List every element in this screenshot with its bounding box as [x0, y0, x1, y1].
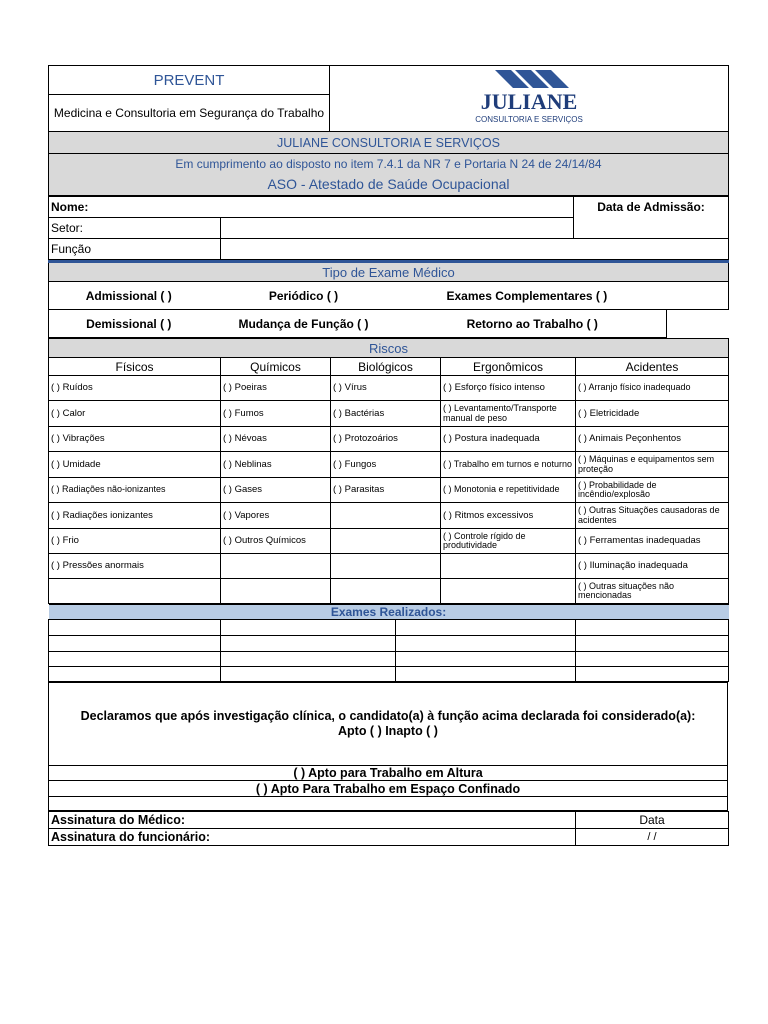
empty-cell — [667, 310, 729, 338]
risk-option-biologicos[interactable]: ( ) Parasitas — [331, 478, 441, 503]
signatures-table — [48, 811, 729, 846]
risk-option-fisicos[interactable]: ( ) Calor — [49, 401, 221, 427]
exam-cell[interactable] — [49, 636, 221, 652]
risk-option-fisicos[interactable]: ( ) Radiações ionizantes — [49, 503, 221, 529]
risk-option-biologicos[interactable]: ( ) Bactérias — [331, 401, 441, 427]
risk-option-quimicos — [221, 554, 331, 579]
nome-label: Nome: — [49, 197, 574, 218]
exam-cell[interactable] — [221, 667, 396, 682]
exam-cell[interactable] — [396, 620, 576, 636]
aso-form — [48, 65, 728, 846]
risks-title: Riscos — [49, 339, 729, 358]
risk-option-acidentes[interactable]: ( ) Máquinas e equipamentos sem proteção — [576, 452, 729, 478]
option-demissional[interactable]: Demissional ( ) — [49, 310, 209, 338]
risk-option-quimicos[interactable]: ( ) Poeiras — [221, 376, 331, 401]
risk-option-fisicos[interactable]: ( ) Ruídos — [49, 376, 221, 401]
risk-option-quimicos[interactable]: ( ) Gases — [221, 478, 331, 503]
risk-option-acidentes[interactable]: ( ) Probabilidade de incêndio/explosão — [576, 478, 729, 503]
setor-field[interactable] — [221, 218, 574, 239]
apto-altura[interactable]: ( ) Apto para Trabalho em Altura — [49, 766, 728, 781]
svg-text:CONSULTORIA E SERVIÇOS: CONSULTORIA E SERVIÇOS — [475, 115, 583, 124]
risk-option-acidentes[interactable]: ( ) Ferramentas inadequadas — [576, 529, 729, 554]
svg-text:JULIANE: JULIANE — [480, 89, 578, 114]
header-acidentes: Acidentes — [576, 358, 729, 376]
risk-option-fisicos[interactable]: ( ) Frio — [49, 529, 221, 554]
risk-row — [49, 427, 729, 452]
option-mudanca-funcao[interactable]: Mudança de Função ( ) — [209, 310, 399, 338]
risk-option-ergonomicos[interactable]: ( ) Controle rígido de produtividade — [441, 529, 576, 554]
risk-row — [49, 554, 729, 579]
risk-option-quimicos[interactable]: ( ) Outros Químicos — [221, 529, 331, 554]
header-fisicos: Físicos — [49, 358, 221, 376]
risk-option-biologicos — [331, 579, 441, 604]
risk-option-acidentes[interactable]: ( ) Eletricidade — [576, 401, 729, 427]
risk-row — [49, 478, 729, 503]
document-title: ASO - Atestado de Saúde Ocupacional — [49, 174, 729, 196]
date-field[interactable]: / / — [576, 829, 729, 846]
risk-row — [49, 401, 729, 427]
risk-option-acidentes[interactable]: ( ) Iluminação inadequada — [576, 554, 729, 579]
blank-row — [49, 797, 728, 811]
identification-table — [48, 196, 729, 260]
risk-row — [49, 376, 729, 401]
risk-option-ergonomicos[interactable]: ( ) Monotonia e repetitividade — [441, 478, 576, 503]
risk-row — [49, 452, 729, 478]
header-ergonomicos: Ergonômicos — [441, 358, 576, 376]
funcao-field[interactable] — [221, 239, 729, 260]
exam-cell[interactable] — [49, 667, 221, 682]
declaration-table — [48, 682, 728, 811]
logo-cell — [330, 66, 729, 132]
exam-type-title: Tipo de Exame Médico — [49, 262, 729, 282]
risk-option-biologicos[interactable]: ( ) Protozoários — [331, 427, 441, 452]
exam-cell[interactable] — [221, 652, 396, 667]
risk-option-ergonomicos — [441, 579, 576, 604]
risk-row — [49, 579, 729, 604]
risk-option-quimicos[interactable]: ( ) Neblinas — [221, 452, 331, 478]
exam-cell[interactable] — [576, 667, 729, 682]
exam-cell[interactable] — [221, 620, 396, 636]
risk-option-ergonomicos[interactable]: ( ) Ritmos excessivos — [441, 503, 576, 529]
option-retorno-trabalho[interactable]: Retorno ao Trabalho ( ) — [399, 310, 667, 338]
data-admissao-label: Data de Admissão: — [574, 197, 729, 239]
option-admissional[interactable]: Admissional ( ) — [49, 282, 209, 310]
exams-performed-title: Exames Realizados: — [49, 605, 729, 620]
risk-option-acidentes[interactable]: ( ) Outras Situações causadoras de acidentes — [576, 503, 729, 529]
date-label: Data — [576, 812, 729, 829]
risk-option-biologicos[interactable]: ( ) Vírus — [331, 376, 441, 401]
option-complementares[interactable]: Exames Complementares ( ) — [399, 282, 729, 310]
risk-option-quimicos — [221, 579, 331, 604]
exam-cell[interactable] — [396, 667, 576, 682]
risk-option-biologicos[interactable]: ( ) Fungos — [331, 452, 441, 478]
risk-option-biologicos — [331, 503, 441, 529]
setor-label: Setor: — [49, 218, 221, 239]
risks-table — [48, 338, 729, 604]
risk-option-fisicos[interactable]: ( ) Pressões anormais — [49, 554, 221, 579]
option-periodico[interactable]: Periódico ( ) — [209, 282, 399, 310]
risk-option-ergonomicos — [441, 554, 576, 579]
risk-option-quimicos[interactable]: ( ) Vapores — [221, 503, 331, 529]
risk-option-biologicos — [331, 529, 441, 554]
risk-option-acidentes[interactable]: ( ) Animais Peçonhentos — [576, 427, 729, 452]
risk-option-fisicos[interactable]: ( ) Radiações não-ionizantes — [49, 478, 221, 503]
risk-option-fisicos[interactable]: ( ) Umidade — [49, 452, 221, 478]
exam-cell[interactable] — [49, 620, 221, 636]
risk-option-acidentes[interactable]: ( ) Arranjo físico inadequado — [576, 376, 729, 401]
prevent-title: PREVENT — [49, 66, 330, 95]
exam-cell[interactable] — [49, 652, 221, 667]
juliane-logo — [459, 66, 599, 126]
header-quimicos: Químicos — [221, 358, 331, 376]
company-name: JULIANE CONSULTORIA E SERVIÇOS — [49, 132, 729, 154]
exam-cell[interactable] — [576, 620, 729, 636]
risk-option-quimicos[interactable]: ( ) Fumos — [221, 401, 331, 427]
exams-performed-table — [48, 604, 729, 682]
exam-cell[interactable] — [576, 636, 729, 652]
exam-cell[interactable] — [576, 652, 729, 667]
legal-note: Em cumprimento ao disposto no item 7.4.1 da NR 7 e Portaria N 24 de 24/14/84 — [49, 154, 729, 174]
exam-cell[interactable] — [396, 636, 576, 652]
funcionario-signature-label[interactable]: Assinatura do funcionário: — [49, 829, 576, 846]
risk-row — [49, 503, 729, 529]
risk-option-ergonomicos[interactable]: ( ) Levantamento/Transporte manual de peso — [441, 401, 576, 427]
exam-cell[interactable] — [221, 636, 396, 652]
risk-option-acidentes[interactable]: ( ) Outras situações não mencionadas — [576, 579, 729, 604]
exam-cell[interactable] — [396, 652, 576, 667]
risk-option-ergonomicos[interactable]: ( ) Postura inadequada — [441, 427, 576, 452]
header-biologicos: Biológicos — [331, 358, 441, 376]
risk-option-quimicos[interactable]: ( ) Névoas — [221, 427, 331, 452]
medico-signature-label[interactable]: Assinatura do Médico: — [49, 812, 576, 829]
risk-option-fisicos[interactable]: ( ) Vibrações — [49, 427, 221, 452]
header-table — [48, 65, 729, 196]
risk-row — [49, 529, 729, 554]
apto-espaco-confinado[interactable]: ( ) Apto Para Trabalho em Espaço Confinado — [49, 781, 728, 797]
risk-option-ergonomicos[interactable]: ( ) Esforço físico intenso — [441, 376, 576, 401]
risk-option-ergonomicos[interactable]: ( ) Trabalho em turnos e noturno — [441, 452, 576, 478]
prevent-subtitle: Medicina e Consultoria em Segurança do Trabalho — [49, 95, 330, 132]
declaration-text: Declaramos que após investigação clínica, o candidato(a) à função acima declarada foi considerado(a): — [80, 709, 696, 723]
exam-type-table — [48, 260, 729, 338]
funcao-label: Função — [49, 239, 221, 260]
risk-option-fisicos — [49, 579, 221, 604]
risk-option-biologicos — [331, 554, 441, 579]
declaration-cell — [49, 683, 728, 766]
apto-inapto[interactable]: Apto ( ) Inapto ( ) — [338, 724, 438, 738]
